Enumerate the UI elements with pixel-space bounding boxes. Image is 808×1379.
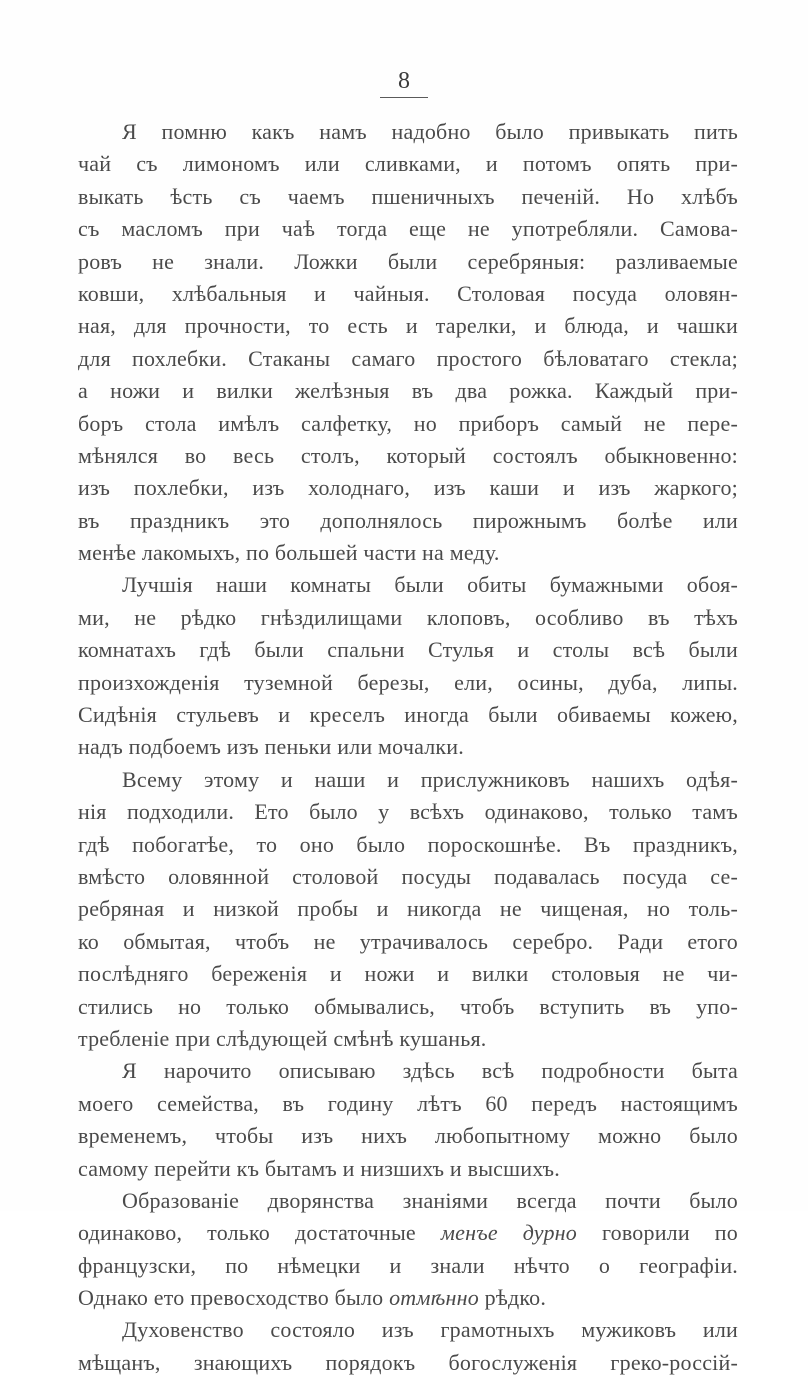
text-line: самому перейти къ бытамъ и низшихъ и высшихъ.	[78, 1155, 560, 1181]
text-line: ковши, хлѣбальныя и чайныя. Столовая посуда оловян-	[78, 280, 738, 306]
text-line: произхожденія туземной березы, ели, осины, дуба, липы.	[78, 669, 738, 695]
text-line: Я нарочито описываю здѣсь всѣ подробности быта	[122, 1058, 738, 1084]
text-line: временемъ, чтобы изъ нихъ любопытному можно было	[78, 1123, 738, 1149]
text-line: мѣнялся во весь столъ, который состоялъ обыкновенно:	[78, 442, 738, 468]
text-line: изъ похлебки, изъ холоднаго, изъ каши и изъ жаркого;	[78, 475, 738, 501]
page-number: 8	[398, 68, 410, 94]
text-line: мѣщанъ, знающихъ порядокъ богослуженія греко-россій-	[78, 1349, 738, 1375]
text-line: комнатахъ гдѣ были спальни Стулья и столы всѣ были	[78, 637, 738, 663]
text-line: выкать ѣсть съ чаемъ пшеничныхъ печеній. Но хлѣбъ	[78, 183, 738, 209]
text-line: менѣе лакомыхъ, по большей части на меду.	[78, 540, 500, 566]
text-line: Сидѣнія стульевъ и креселъ иногда были обиваемы кожею,	[78, 702, 738, 728]
text-line: въ праздникъ это дополнялось пирожнымъ болѣе или	[78, 507, 738, 533]
text-line: вмѣсто оловянной столовой посуды подавалась посуда се-	[78, 863, 738, 889]
text-line: Однако ето превосходство было отмѣнно рѣдко.	[78, 1285, 547, 1311]
text-line: ребряная и низкой пробы и никогда не чищеная, но толь-	[78, 896, 738, 922]
text-line: одинаково, только достаточные менъе дурно говорили по	[78, 1220, 738, 1246]
text-line: съ масломъ при чаѣ тогда еще не употребляли. Самова-	[78, 216, 738, 242]
page-number-rule	[380, 97, 428, 98]
text-line: а ножи и вилки желѣзныя въ два рожка. Каждый при-	[78, 378, 738, 404]
text-line: стились но только обмывались, чтобъ вступить въ упо-	[78, 993, 738, 1019]
text-line: Образованіе дворянства знаніями всегда почти было	[122, 1187, 738, 1213]
text-line: надъ подбоемъ изъ пеньки или мочалки.	[78, 734, 464, 760]
text-line: ко обмытая, чтобъ не утрачивалось серебро. Ради етого	[78, 928, 738, 954]
body-text	[78, 116, 738, 1379]
text-line: для похлебки. Стаканы самаго простого бѣловатаго стекла;	[78, 345, 738, 371]
text-line: ми, не рѣдко гнѣздилищами клоповъ, особливо въ тѣхъ	[78, 604, 738, 630]
text-line: гдѣ побогатѣе, то оно было пороскошнѣе. Въ праздникъ,	[78, 831, 738, 857]
text-line: Я помню какъ намъ надобно было привыкать пить	[122, 119, 738, 144]
text-line: нія подходили. Ето было у всѣхъ одинаково, только тамъ	[78, 799, 738, 825]
text-line: боръ стола имѣлъ салфетку, но приборъ самый не пере-	[78, 410, 738, 436]
text-line: Всему этому и наши и прислужниковъ нашихъ одѣя-	[122, 766, 738, 792]
text-line: Лучшія наши комнаты были обиты бумажными обоя-	[122, 572, 738, 598]
text-line: ровъ не знали. Ложки были серебряныя: разливаемые	[78, 248, 738, 274]
text-line: послѣдняго береженія и ножи и вилки столовыя не чи-	[78, 961, 738, 987]
text-line: моего семейства, въ годину лѣтъ 60 передъ настоящимъ	[78, 1090, 738, 1116]
text-line: французски, по нѣмецки и знали нѣчто о географіи.	[78, 1252, 738, 1278]
text-line: ная, для прочности, то есть и тарелки, и блюда, и чашки	[78, 313, 738, 339]
text-line: требленіе при слѣдующей смѣнѣ кушанья.	[78, 1025, 487, 1051]
text-line: Духовенство состояло изъ грамотныхъ мужиковъ или	[122, 1317, 738, 1343]
text-line: чай съ лимономъ или сливками, и потомъ опять при-	[78, 151, 738, 177]
